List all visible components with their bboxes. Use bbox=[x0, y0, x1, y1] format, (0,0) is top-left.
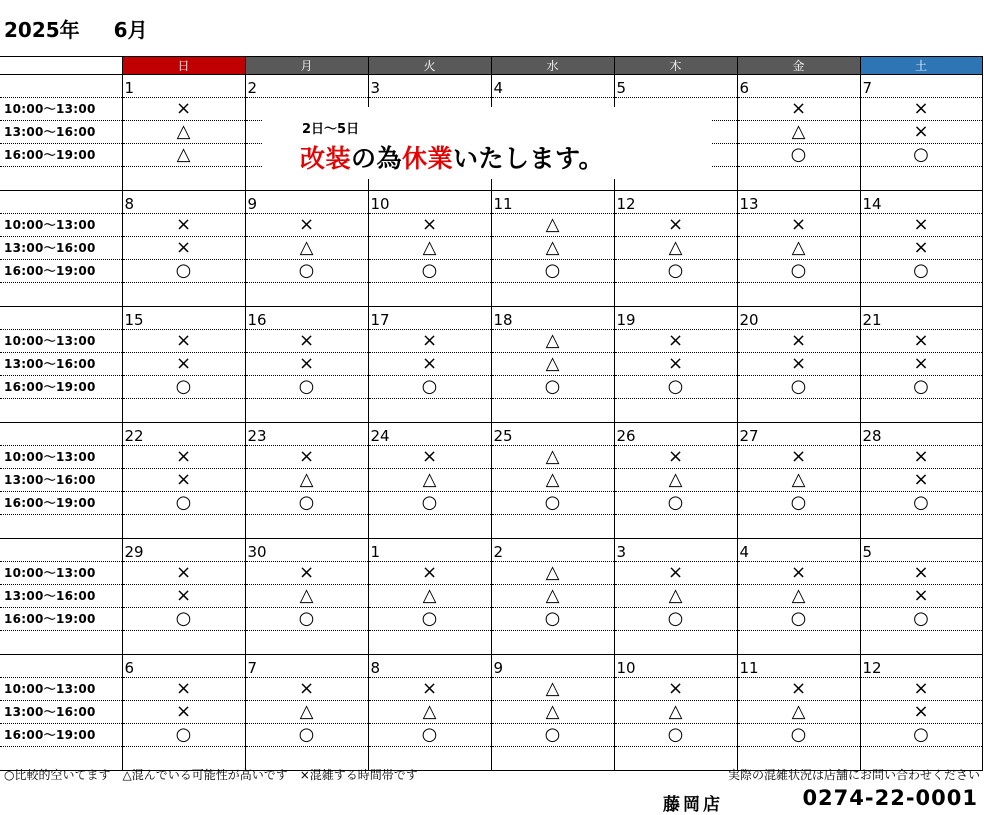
congestion-mark: ○ bbox=[737, 144, 860, 167]
time-slot-label: 16:00～19:00 bbox=[0, 724, 122, 747]
congestion-mark: △ bbox=[368, 237, 491, 260]
congestion-mark: ○ bbox=[491, 376, 614, 399]
date-number: 23 bbox=[245, 423, 368, 446]
date-number: 10 bbox=[368, 191, 491, 214]
congestion-mark: × bbox=[737, 330, 860, 353]
congestion-mark: × bbox=[614, 678, 737, 701]
congestion-mark: △ bbox=[737, 701, 860, 724]
congestion-mark: ○ bbox=[245, 492, 368, 515]
closure-notice bbox=[262, 107, 712, 179]
time-slot-row bbox=[0, 237, 982, 260]
congestion-mark: × bbox=[122, 678, 245, 701]
congestion-mark: ○ bbox=[860, 144, 982, 167]
congestion-mark: ○ bbox=[737, 492, 860, 515]
congestion-mark: ○ bbox=[491, 260, 614, 283]
congestion-mark: ○ bbox=[368, 260, 491, 283]
time-slot-label: 16:00～19:00 bbox=[0, 260, 122, 283]
congestion-mark: △ bbox=[245, 701, 368, 724]
spacer-cell bbox=[0, 515, 122, 539]
congestion-mark: ○ bbox=[245, 724, 368, 747]
date-number: 2 bbox=[491, 539, 614, 562]
congestion-mark: × bbox=[245, 446, 368, 469]
spacer-cell bbox=[122, 167, 245, 191]
spacer-cell bbox=[491, 747, 614, 771]
spacer-cell bbox=[491, 631, 614, 655]
legend: ○比較的空いてます △混んでいる可能性が高いです ×混雑する時間帯です bbox=[4, 768, 418, 782]
time-slot-row bbox=[0, 446, 982, 469]
closure-part: の為 bbox=[351, 144, 403, 173]
date-number: 27 bbox=[737, 423, 860, 446]
weekday-header: 水 bbox=[491, 57, 614, 75]
congestion-mark: × bbox=[122, 562, 245, 585]
date-number: 18 bbox=[491, 307, 614, 330]
weekday-header-row bbox=[0, 57, 982, 75]
congestion-mark: ○ bbox=[122, 260, 245, 283]
date-number: 17 bbox=[368, 307, 491, 330]
congestion-mark: × bbox=[860, 121, 982, 144]
congestion-mark: ○ bbox=[614, 492, 737, 515]
congestion-mark: × bbox=[245, 353, 368, 376]
date-number: 24 bbox=[368, 423, 491, 446]
congestion-mark: △ bbox=[737, 237, 860, 260]
spacer-cell bbox=[245, 631, 368, 655]
spacer-cell bbox=[860, 515, 982, 539]
time-slot-label: 13:00～16:00 bbox=[0, 237, 122, 260]
congestion-mark: × bbox=[122, 353, 245, 376]
time-slot-row bbox=[0, 214, 982, 237]
congestion-mark: × bbox=[368, 214, 491, 237]
spacer-cell bbox=[122, 631, 245, 655]
spacer-cell bbox=[0, 631, 122, 655]
date-number: 15 bbox=[122, 307, 245, 330]
time-slot-row bbox=[0, 678, 982, 701]
congestion-mark: × bbox=[860, 353, 982, 376]
date-number: 12 bbox=[860, 655, 982, 678]
date-label-blank bbox=[0, 191, 122, 214]
date-number: 26 bbox=[614, 423, 737, 446]
spacer-cell bbox=[860, 283, 982, 307]
time-slot-label: 10:00～13:00 bbox=[0, 446, 122, 469]
congestion-mark: ○ bbox=[860, 260, 982, 283]
time-slot-label: 10:00～13:00 bbox=[0, 214, 122, 237]
congestion-mark: △ bbox=[368, 701, 491, 724]
spacer-cell bbox=[614, 747, 737, 771]
contact-note: 実際の混雑状況は店舗にお問い合わせください bbox=[727, 768, 980, 782]
congestion-mark: × bbox=[245, 330, 368, 353]
congestion-mark: × bbox=[245, 214, 368, 237]
congestion-mark: ○ bbox=[860, 376, 982, 399]
weekday-header: 日 bbox=[122, 57, 245, 75]
spacer-cell bbox=[0, 283, 122, 307]
congestion-mark: × bbox=[860, 469, 982, 492]
time-slot-row bbox=[0, 608, 982, 631]
date-number: 3 bbox=[614, 539, 737, 562]
congestion-mark: △ bbox=[245, 469, 368, 492]
time-slot-label: 13:00～16:00 bbox=[0, 353, 122, 376]
date-number: 14 bbox=[860, 191, 982, 214]
congestion-mark: × bbox=[737, 353, 860, 376]
congestion-mark: △ bbox=[491, 701, 614, 724]
congestion-mark: × bbox=[122, 214, 245, 237]
date-label-blank bbox=[0, 655, 122, 678]
congestion-mark: × bbox=[860, 237, 982, 260]
congestion-mark: × bbox=[245, 562, 368, 585]
week-date-row bbox=[0, 423, 982, 446]
date-number: 8 bbox=[368, 655, 491, 678]
time-slot-label: 13:00～16:00 bbox=[0, 701, 122, 724]
time-slot-row bbox=[0, 585, 982, 608]
calendar-title bbox=[4, 14, 148, 43]
date-number: 22 bbox=[122, 423, 245, 446]
date-number: 9 bbox=[491, 655, 614, 678]
spacer-cell bbox=[737, 631, 860, 655]
congestion-mark: △ bbox=[122, 144, 245, 167]
spacer-cell bbox=[614, 283, 737, 307]
congestion-mark: △ bbox=[491, 562, 614, 585]
weekday-header: 金 bbox=[737, 57, 860, 75]
congestion-mark: × bbox=[737, 214, 860, 237]
congestion-mark: ○ bbox=[122, 724, 245, 747]
week-spacer-row bbox=[0, 631, 982, 655]
date-number: 29 bbox=[122, 539, 245, 562]
closure-message bbox=[300, 139, 604, 175]
congestion-mark: × bbox=[122, 701, 245, 724]
congestion-mark: ○ bbox=[737, 608, 860, 631]
congestion-mark: × bbox=[368, 446, 491, 469]
congestion-mark: ○ bbox=[737, 260, 860, 283]
congestion-mark: × bbox=[122, 237, 245, 260]
store-name: 藤岡店 bbox=[663, 795, 723, 815]
congestion-mark: △ bbox=[491, 353, 614, 376]
date-number: 11 bbox=[491, 191, 614, 214]
congestion-mark: × bbox=[860, 585, 982, 608]
congestion-mark: △ bbox=[491, 214, 614, 237]
date-number: 2 bbox=[245, 75, 368, 98]
header-blank-cell bbox=[0, 57, 122, 75]
congestion-mark: △ bbox=[245, 237, 368, 260]
congestion-mark: △ bbox=[491, 237, 614, 260]
spacer-cell bbox=[122, 515, 245, 539]
spacer-cell bbox=[860, 167, 982, 191]
congestion-mark: × bbox=[614, 446, 737, 469]
spacer-cell bbox=[368, 631, 491, 655]
year-label: 2025年 bbox=[4, 18, 80, 42]
congestion-mark: ○ bbox=[368, 376, 491, 399]
month-label: 6月 bbox=[113, 18, 148, 42]
time-slot-row bbox=[0, 724, 982, 747]
congestion-mark: × bbox=[737, 98, 860, 121]
congestion-mark: ○ bbox=[614, 376, 737, 399]
spacer-cell bbox=[122, 399, 245, 423]
congestion-mark: ○ bbox=[122, 608, 245, 631]
time-slot-row bbox=[0, 469, 982, 492]
time-slot-label: 16:00～19:00 bbox=[0, 144, 122, 167]
week-date-row bbox=[0, 75, 982, 98]
time-slot-label: 13:00～16:00 bbox=[0, 585, 122, 608]
congestion-mark: × bbox=[860, 678, 982, 701]
congestion-mark: ○ bbox=[491, 724, 614, 747]
congestion-mark: ○ bbox=[368, 724, 491, 747]
time-slot-label: 13:00～16:00 bbox=[0, 469, 122, 492]
date-number: 28 bbox=[860, 423, 982, 446]
closure-part: いたします。 bbox=[453, 144, 605, 173]
congestion-mark: ○ bbox=[122, 492, 245, 515]
time-slot-label: 16:00～19:00 bbox=[0, 492, 122, 515]
congestion-mark: × bbox=[860, 562, 982, 585]
date-number: 6 bbox=[122, 655, 245, 678]
congestion-mark: ○ bbox=[737, 376, 860, 399]
closure-part: 休業 bbox=[402, 144, 454, 173]
time-slot-row bbox=[0, 492, 982, 515]
congestion-mark: × bbox=[614, 330, 737, 353]
time-slot-label: 16:00～19:00 bbox=[0, 376, 122, 399]
congestion-mark: ○ bbox=[245, 376, 368, 399]
week-date-row bbox=[0, 539, 982, 562]
time-slot-label: 10:00～13:00 bbox=[0, 98, 122, 121]
date-label-blank bbox=[0, 423, 122, 446]
date-number: 8 bbox=[122, 191, 245, 214]
spacer-cell bbox=[245, 399, 368, 423]
congestion-mark: × bbox=[245, 678, 368, 701]
date-number: 21 bbox=[860, 307, 982, 330]
time-slot-label: 10:00～13:00 bbox=[0, 562, 122, 585]
congestion-mark: △ bbox=[614, 585, 737, 608]
congestion-mark: × bbox=[614, 214, 737, 237]
congestion-mark: × bbox=[614, 562, 737, 585]
spacer-cell bbox=[245, 283, 368, 307]
congestion-mark: × bbox=[860, 701, 982, 724]
congestion-mark: × bbox=[368, 330, 491, 353]
spacer-cell bbox=[614, 515, 737, 539]
congestion-mark: × bbox=[368, 678, 491, 701]
congestion-mark: △ bbox=[614, 701, 737, 724]
congestion-mark: △ bbox=[491, 678, 614, 701]
spacer-cell bbox=[491, 283, 614, 307]
congestion-mark: × bbox=[122, 469, 245, 492]
date-number: 11 bbox=[737, 655, 860, 678]
time-slot-row bbox=[0, 562, 982, 585]
congestion-mark: ○ bbox=[122, 376, 245, 399]
date-label-blank bbox=[0, 307, 122, 330]
spacer-cell bbox=[491, 399, 614, 423]
spacer-cell bbox=[614, 399, 737, 423]
week-date-row bbox=[0, 655, 982, 678]
congestion-mark: × bbox=[860, 214, 982, 237]
congestion-mark: △ bbox=[737, 469, 860, 492]
closure-part: 改装 bbox=[300, 144, 352, 173]
date-number: 4 bbox=[737, 539, 860, 562]
congestion-mark: × bbox=[860, 330, 982, 353]
congestion-mark: ○ bbox=[491, 608, 614, 631]
time-slot-row bbox=[0, 260, 982, 283]
weekday-header: 木 bbox=[614, 57, 737, 75]
date-number: 9 bbox=[245, 191, 368, 214]
congestion-mark: ○ bbox=[614, 724, 737, 747]
spacer-cell bbox=[737, 283, 860, 307]
time-slot-row bbox=[0, 701, 982, 724]
date-number: 1 bbox=[368, 539, 491, 562]
date-label-blank bbox=[0, 539, 122, 562]
date-number: 5 bbox=[860, 539, 982, 562]
congestion-mark: △ bbox=[737, 585, 860, 608]
congestion-mark: ○ bbox=[368, 608, 491, 631]
congestion-mark: ○ bbox=[737, 724, 860, 747]
date-number: 10 bbox=[614, 655, 737, 678]
time-slot-row bbox=[0, 376, 982, 399]
congestion-mark: △ bbox=[491, 585, 614, 608]
congestion-mark: △ bbox=[122, 121, 245, 144]
spacer-cell bbox=[614, 631, 737, 655]
congestion-mark: ○ bbox=[368, 492, 491, 515]
congestion-mark: △ bbox=[614, 237, 737, 260]
date-number: 16 bbox=[245, 307, 368, 330]
spacer-cell bbox=[737, 399, 860, 423]
spacer-cell bbox=[0, 399, 122, 423]
congestion-mark: × bbox=[860, 98, 982, 121]
date-label-blank bbox=[0, 75, 122, 98]
date-number: 12 bbox=[614, 191, 737, 214]
date-number: 7 bbox=[860, 75, 982, 98]
congestion-mark: △ bbox=[491, 446, 614, 469]
weekday-header: 火 bbox=[368, 57, 491, 75]
spacer-cell bbox=[245, 515, 368, 539]
spacer-cell bbox=[860, 631, 982, 655]
date-number: 20 bbox=[737, 307, 860, 330]
congestion-mark: ○ bbox=[860, 492, 982, 515]
congestion-mark: × bbox=[737, 562, 860, 585]
congestion-mark: × bbox=[122, 330, 245, 353]
congestion-mark: △ bbox=[368, 585, 491, 608]
time-slot-label: 13:00～16:00 bbox=[0, 121, 122, 144]
spacer-cell bbox=[737, 167, 860, 191]
week-date-row bbox=[0, 191, 982, 214]
date-number: 19 bbox=[614, 307, 737, 330]
closure-dates: 2日～5日 bbox=[302, 122, 360, 137]
date-number: 4 bbox=[491, 75, 614, 98]
congestion-mark: × bbox=[368, 562, 491, 585]
congestion-mark: × bbox=[737, 678, 860, 701]
spacer-cell bbox=[368, 515, 491, 539]
weekday-header: 月 bbox=[245, 57, 368, 75]
time-slot-row bbox=[0, 353, 982, 376]
congestion-mark: × bbox=[122, 446, 245, 469]
congestion-mark: ○ bbox=[860, 608, 982, 631]
time-slot-label: 10:00～13:00 bbox=[0, 330, 122, 353]
congestion-mark: × bbox=[122, 585, 245, 608]
date-number: 7 bbox=[245, 655, 368, 678]
congestion-mark: ○ bbox=[860, 724, 982, 747]
congestion-mark: ○ bbox=[614, 260, 737, 283]
congestion-mark: ○ bbox=[245, 260, 368, 283]
congestion-mark: ○ bbox=[614, 608, 737, 631]
congestion-mark: △ bbox=[368, 469, 491, 492]
congestion-mark: △ bbox=[245, 585, 368, 608]
week-date-row bbox=[0, 307, 982, 330]
congestion-mark: △ bbox=[614, 469, 737, 492]
congestion-mark: × bbox=[614, 353, 737, 376]
time-slot-row bbox=[0, 330, 982, 353]
week-spacer-row bbox=[0, 515, 982, 539]
week-spacer-row bbox=[0, 283, 982, 307]
congestion-mark: △ bbox=[491, 330, 614, 353]
congestion-mark: △ bbox=[491, 469, 614, 492]
date-number: 13 bbox=[737, 191, 860, 214]
spacer-cell bbox=[491, 515, 614, 539]
date-number: 30 bbox=[245, 539, 368, 562]
congestion-mark: × bbox=[122, 98, 245, 121]
congestion-mark: ○ bbox=[491, 492, 614, 515]
congestion-mark: ○ bbox=[245, 608, 368, 631]
congestion-mark: × bbox=[737, 446, 860, 469]
spacer-cell bbox=[0, 167, 122, 191]
spacer-cell bbox=[368, 399, 491, 423]
week-spacer-row bbox=[0, 399, 982, 423]
congestion-mark: × bbox=[860, 446, 982, 469]
phone-number: 0274-22-0001 bbox=[802, 786, 978, 810]
spacer-cell bbox=[122, 283, 245, 307]
date-number: 3 bbox=[368, 75, 491, 98]
spacer-cell bbox=[737, 515, 860, 539]
date-number: 6 bbox=[737, 75, 860, 98]
time-slot-label: 16:00～19:00 bbox=[0, 608, 122, 631]
congestion-mark: △ bbox=[737, 121, 860, 144]
date-number: 25 bbox=[491, 423, 614, 446]
spacer-cell bbox=[368, 283, 491, 307]
weekday-header: 土 bbox=[860, 57, 982, 75]
time-slot-label: 10:00～13:00 bbox=[0, 678, 122, 701]
date-number: 1 bbox=[122, 75, 245, 98]
date-number: 5 bbox=[614, 75, 737, 98]
spacer-cell bbox=[860, 399, 982, 423]
congestion-mark: × bbox=[368, 353, 491, 376]
